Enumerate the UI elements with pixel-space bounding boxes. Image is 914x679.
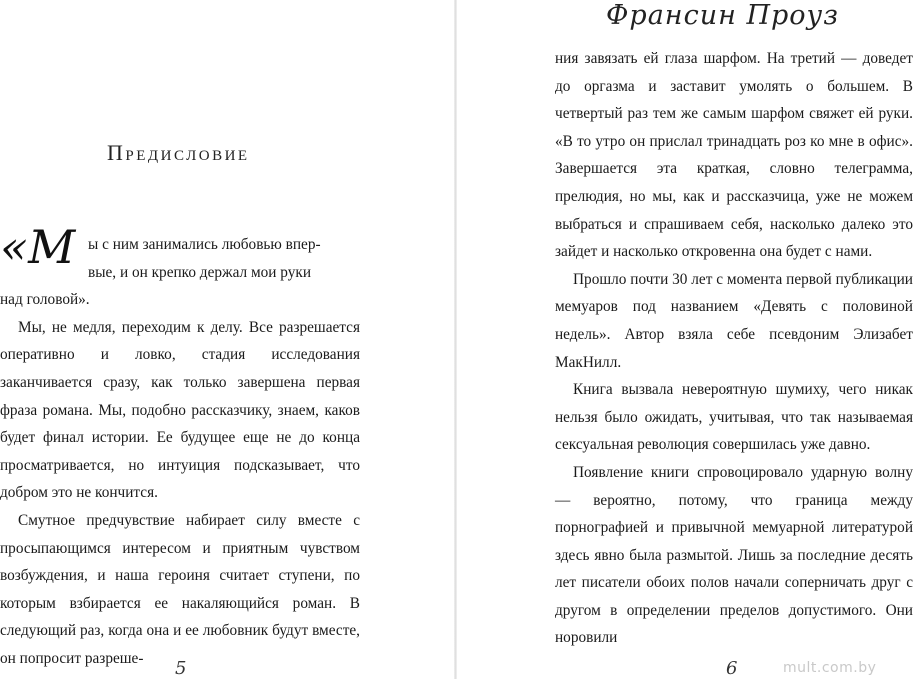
paragraph: Мы, не медля, переходим к делу. Все разрешается оперативно и ловко, стадия исследования заканчивается сразу, как только завершена первая фраза романа. Мы, подобно рассказчику, знаем, каков будет финал истории. Ее будущее еще не до конца просматривается, но интуиция подсказывает, что добром это не кончится. [0,318,360,502]
running-header-author: Франсин Проуз [606,0,839,31]
opening-line-3: над головой». [0,291,90,309]
page-number: 5 [175,658,187,679]
paragraph: Смутное предчувствие набирает силу вместе с просыпающимся интересом и приятным чувством возбуждения, и наша героиня считает ступени, по которым взбирается ее накаляющийся роман. В следующий раз, когда она и ее любовник будут вместе, он попросит разреше- [0,511,360,667]
paragraph: Прошло почти 30 лет с момента первой публикации мемуаров под названием «Девять с половиной недель». Автор взяла себе псевдоним Элизабет МакНилл. [555,270,913,371]
right-page-text [555,45,913,652]
left-page [0,0,455,679]
drop-cap: «М [0,220,76,274]
paragraph: Появление книги спровоцировало ударную волну — вероятно, потому, что граница между порнографией и привычной мемуарной литературой здесь явно была размытой. Лишь за последние десять лет писатели обоих полов начали соперничать друг с другом в определении пределов допустимого. Они норовили [555,463,913,647]
opening-line-2: вые, и он крепко держал мои руки [88,263,312,281]
opening-line-1: ы с ним занимались любовью впер- [88,236,321,253]
page-number: 6 [726,658,738,679]
watermark: mult.com.by [783,660,877,676]
paragraph: ния завязать ей глаза шарфом. На третий — доведет до оргазма и заставит умолять о большем. В четвертый раз тем же самым шарфом свяжет ей руки. «В то утро он прислал тринадцать роз ко мне в офис». Завершается эта краткая, словно телеграмма, прелюдия, но мы, как и рассказчица, уже не можем выбраться и спрашиваем себя, насколько далеко это зайдет и насколько откровенна она будет с нами. [555,50,913,261]
opening-line-3-wrap [0,286,360,314]
chapter-title: Предисловие [107,140,250,165]
left-page-text [0,220,360,673]
right-page [456,0,914,679]
paragraph: Книга вызвала невероятную шумиху, чего никак нельзя было ожидать, учитывая, что так называемая сексуальная революция совершилась уже давно. [555,381,913,454]
